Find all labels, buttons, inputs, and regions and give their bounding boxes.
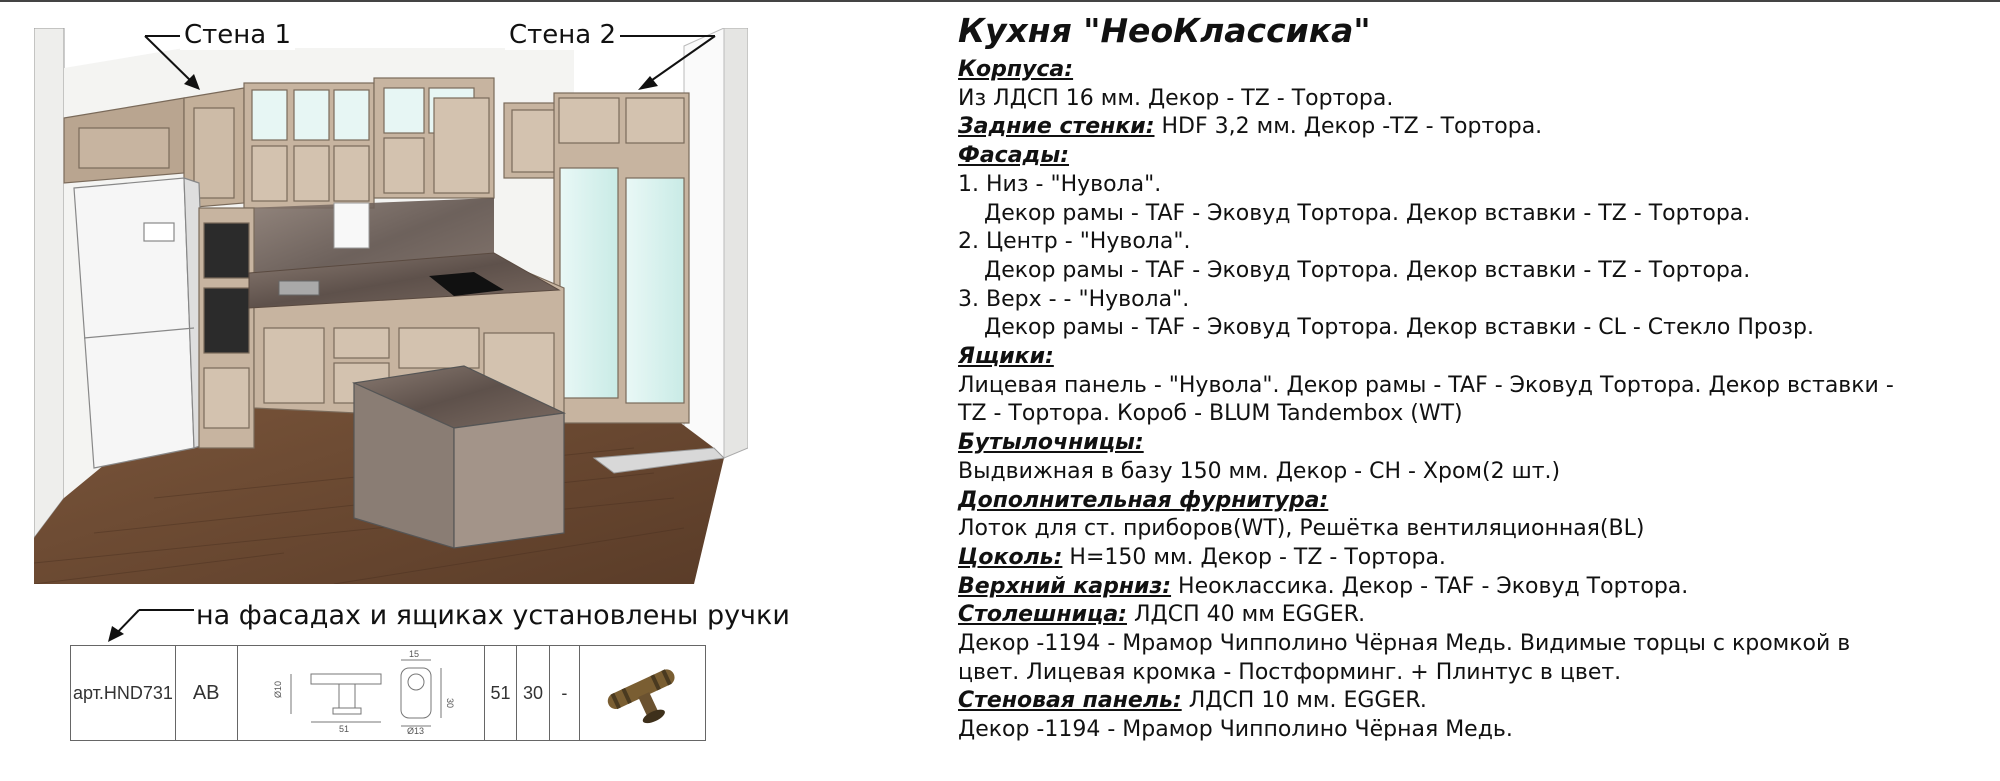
page-title: Кухня "НеоКлассика"	[958, 11, 1371, 50]
dim-d2: 15	[408, 648, 419, 659]
fasad-2: 2. Центр - "Нувола".	[958, 229, 1191, 255]
spec-stol	[958, 601, 1988, 630]
handle-table	[70, 645, 706, 741]
finish-cell: AB	[175, 646, 237, 741]
right-wall	[724, 28, 748, 458]
sink	[279, 281, 319, 295]
korpusa-heading: Корпуса:	[958, 57, 1074, 82]
size-a-cell: 51	[484, 646, 517, 741]
wall-2-arrow	[620, 30, 720, 95]
yashchiki-text-2: TZ - Тортора. Короб - BLUM Tandembox (WT)	[958, 401, 1463, 427]
table-row	[71, 646, 706, 741]
stol-decor-2: цвет. Лицевая кромка - Постформинг. + Плинтус в цвет.	[958, 659, 1622, 685]
dim-d3: 30	[444, 697, 455, 708]
spec-tsokol	[958, 544, 1988, 573]
panel-heading: Стеновая панель:	[958, 688, 1182, 714]
tsokol-heading: Цоколь:	[958, 544, 1063, 570]
fasad-1: 1. Низ - "Нувола".	[958, 171, 1162, 197]
wall-1-label: Стена 1	[180, 20, 295, 50]
fasady-heading: Фасады:	[958, 143, 1070, 169]
spec-yashchiki	[958, 343, 1988, 372]
karniz-heading: Верхний карниз:	[958, 573, 1172, 599]
stol-decor-1: Декор -1194 - Мрамор Чипполино Чёрная Медь. Видимые торцы с кромкой в	[958, 631, 1851, 657]
panel-decor: Декор -1194 - Мрамор Чипполино Чёрная Медь.	[958, 717, 1513, 743]
yashchiki-heading: Ящики:	[958, 344, 1054, 370]
handle-photo	[592, 651, 692, 731]
stol-heading: Столешница:	[958, 602, 1127, 628]
fasad-3-decor: Декор рамы - TAF - Эковуд Тортора. Декор вставки - CL - Стекло Прозр.	[984, 315, 1814, 341]
dim-d1: Ø10	[272, 680, 283, 698]
wall-2-label: Стена 2	[505, 20, 620, 50]
oven-column	[199, 208, 254, 448]
dash-cell: -	[549, 646, 579, 741]
spec-fasady	[958, 142, 1988, 171]
fasad-2-decor: Декор рамы - TAF - Эковуд Тортора. Декор вставки - TZ - Тортора.	[984, 257, 1751, 283]
handle-drawing	[261, 648, 461, 734]
wall-1-arrow	[140, 30, 230, 95]
photo-cell	[579, 646, 705, 741]
specification	[958, 8, 1988, 745]
drawing-cell	[237, 646, 484, 741]
spec-karniz	[958, 573, 1988, 602]
butyl-text: Выдвижная в базу 150 мм. Декор - CH - Хром(2 шт.)	[958, 458, 1561, 484]
tall-glass-cabinet	[554, 93, 689, 423]
right-wall-face	[684, 28, 724, 478]
yashchiki-text-1: Лицевая панель - "Нувола". Декор рамы - TAF - Эковуд Тортора. Декор вставки -	[958, 372, 1894, 398]
dim-d4: 51	[338, 723, 349, 734]
dim-d5: Ø13	[406, 725, 424, 734]
handle-arrow	[104, 600, 204, 646]
fasad-3: 3. Верх - - "Нувола".	[958, 286, 1190, 312]
karniz-text: Неоклассика. Декор - TAF - Эковуд Тортора.	[1178, 573, 1689, 599]
spec-zadnie	[958, 113, 1988, 142]
size-b-cell: 30	[517, 646, 550, 741]
spec-dop	[958, 487, 1988, 516]
spec-korpusa	[958, 56, 1988, 85]
zadnie-heading: Задние стенки:	[958, 114, 1155, 140]
spec-panel	[958, 687, 1988, 716]
hood	[334, 203, 369, 248]
page-top-border	[0, 0, 2000, 2]
handle-note: на фасадах и ящиках установлены ручки	[196, 600, 790, 631]
dop-text: Лоток для ст. приборов(WT), Решётка вентиляционная(BL)	[958, 516, 1645, 542]
stol-text: ЛДСП 40 мм EGGER.	[1133, 602, 1366, 628]
fridge	[74, 178, 209, 468]
kitchen-render	[34, 28, 748, 584]
zadnie-text: HDF 3,2 мм. Декор -TZ - Тортора.	[1161, 114, 1543, 140]
left-wall	[34, 28, 64, 538]
korpusa-text: Из ЛДСП 16 мм. Декор - TZ - Тортора.	[958, 85, 1394, 111]
fasad-1-decor: Декор рамы - TAF - Эковуд Тортора. Декор вставки - TZ - Тортора.	[984, 200, 1751, 226]
panel-text: ЛДСП 10 мм. EGGER.	[1188, 688, 1427, 714]
article-cell: арт.HND731	[71, 646, 176, 741]
butyl-heading: Бутылочницы:	[958, 430, 1144, 456]
spec-butyl	[958, 429, 1988, 458]
tsokol-text: H=150 мм. Декор - TZ - Тортора.	[1069, 544, 1446, 570]
dop-heading: Дополнительная фурнитура:	[958, 487, 1329, 513]
